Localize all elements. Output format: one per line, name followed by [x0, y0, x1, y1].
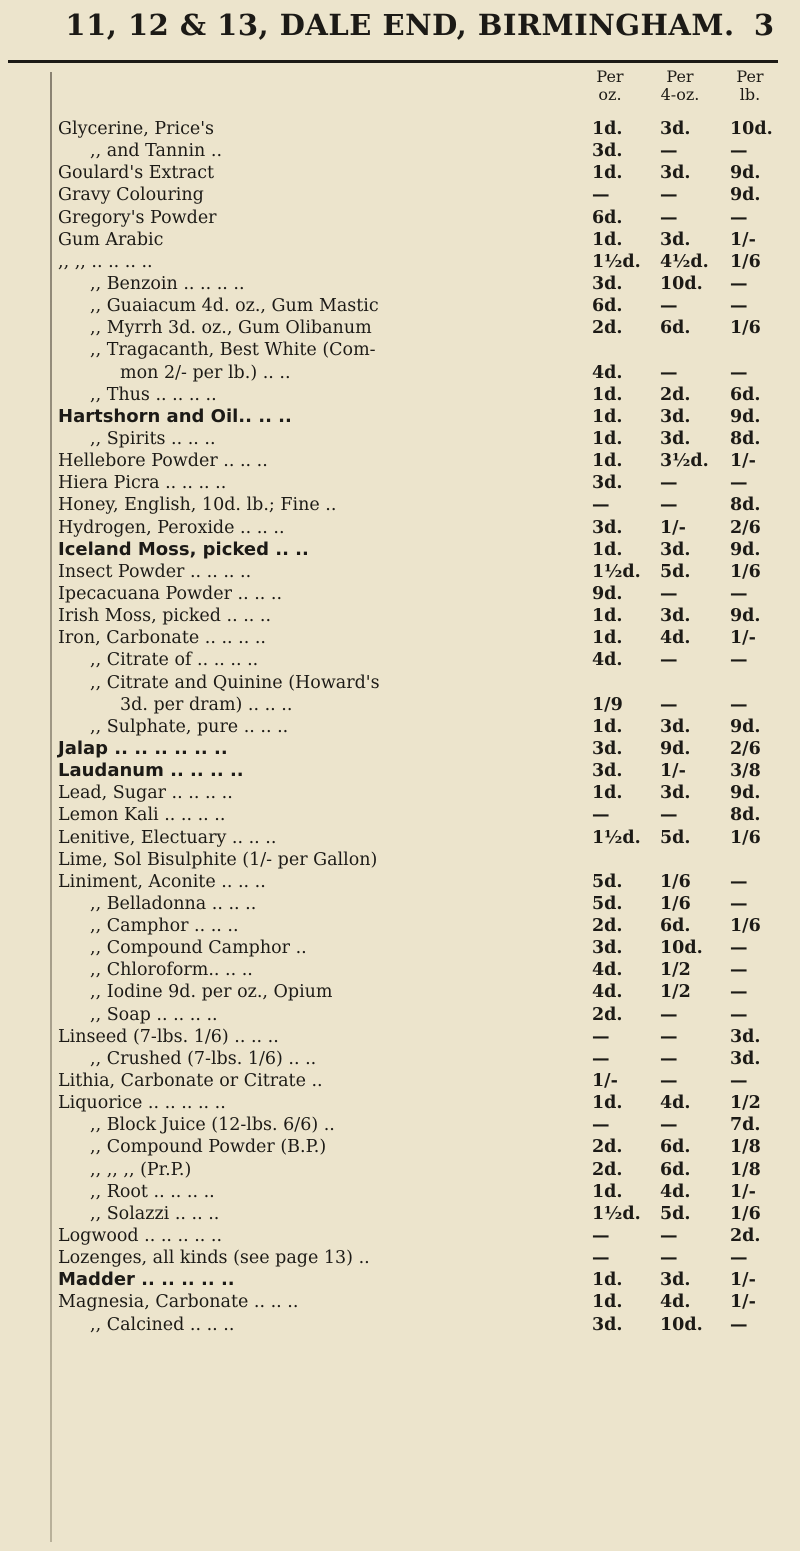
- price-per-lb: 9d.: [730, 406, 761, 427]
- price-per-lb: 1/6: [730, 827, 761, 848]
- price-per-oz: 3d.: [592, 938, 623, 959]
- item-name: ,, Citrate of .. .. .. ..: [90, 650, 259, 671]
- item-name: Iceland Moss, picked .. ..: [58, 538, 309, 560]
- price-per-oz: 3d.: [592, 761, 623, 782]
- item-name: Hellebore Powder .. .. ..: [58, 451, 268, 472]
- price-per-4oz: 4d.: [660, 1093, 691, 1114]
- price-per-4oz: 1/6: [660, 871, 691, 892]
- price-per-lb: —: [730, 207, 748, 228]
- price-per-oz: —: [592, 495, 610, 516]
- list-item: [0, 1247, 800, 1269]
- item-name: ,, Tragacanth, Best White (Com-: [90, 340, 376, 361]
- list-item: [0, 871, 800, 893]
- list-item: [0, 428, 800, 450]
- list-item: [0, 384, 800, 406]
- price-per-lb: 10d.: [730, 119, 773, 139]
- list-item: [0, 273, 800, 295]
- list-item: [0, 1136, 800, 1158]
- price-per-lb: 9d.: [730, 606, 761, 627]
- list-item: [0, 959, 800, 981]
- list-item: [0, 229, 800, 251]
- price-per-lb: 1/2: [730, 1093, 761, 1114]
- item-name: ,, and Tannin ..: [90, 141, 223, 162]
- list-item: [0, 981, 800, 1003]
- list-item: [0, 1291, 800, 1313]
- price-per-lb: —: [730, 938, 748, 959]
- price-per-oz: 2d.: [592, 318, 623, 339]
- price-per-4oz: —: [660, 1071, 678, 1092]
- item-name: Honey, English, 10d. lb.; Fine ..: [58, 495, 337, 516]
- list-item: [0, 627, 800, 649]
- price-per-oz: 1d.: [592, 1270, 623, 1291]
- price-per-oz: 1d.: [592, 1093, 623, 1114]
- price-per-lb: 2/6: [730, 517, 761, 538]
- price-per-oz: 1d.: [592, 539, 623, 560]
- price-per-oz: —: [592, 1026, 610, 1047]
- price-per-4oz: 6d.: [660, 1137, 691, 1158]
- item-name: ,, Spirits .. .. ..: [90, 428, 216, 449]
- price-per-oz: —: [592, 1226, 610, 1247]
- price-per-lb: —: [730, 982, 748, 1003]
- list-item: [0, 1070, 800, 1092]
- price-list: [0, 118, 800, 1336]
- price-per-4oz: 3d.: [660, 428, 691, 449]
- price-per-4oz: 3d.: [660, 406, 691, 427]
- price-per-4oz: —: [660, 1248, 678, 1269]
- price-per-lb: 3/8: [730, 761, 761, 782]
- price-per-oz: 4d.: [592, 650, 623, 671]
- price-per-4oz: —: [660, 1026, 678, 1047]
- price-per-4oz: —: [660, 694, 678, 715]
- list-item: [0, 583, 800, 605]
- list-item: [0, 494, 800, 516]
- price-per-lb: —: [730, 1248, 748, 1269]
- price-per-oz: 1d.: [592, 229, 623, 250]
- item-name: Lenitive, Electuary .. .. ..: [58, 827, 277, 848]
- column-unit: oz.: [598, 85, 622, 104]
- price-per-oz: 1½d.: [592, 827, 641, 848]
- list-item: [0, 184, 800, 206]
- item-name: ,, Crushed (7-lbs. 1/6) .. ..: [90, 1048, 317, 1069]
- price-per-lb: 1/-: [730, 1292, 756, 1313]
- price-per-oz: 1d.: [592, 1292, 623, 1313]
- price-per-lb: 1/-: [730, 628, 756, 649]
- item-name: ,, Citrate and Quinine (Howard's: [90, 672, 380, 693]
- price-per-lb: 1/-: [730, 1181, 756, 1202]
- item-name: ,, Calcined .. .. ..: [90, 1314, 235, 1335]
- item-name: ,, Solazzi .. .. ..: [90, 1203, 220, 1224]
- price-per-lb: 9d.: [730, 539, 761, 560]
- item-name: Ipecacuana Powder .. .. ..: [58, 583, 283, 604]
- price-per-lb: 1/6: [730, 561, 761, 582]
- list-item: [0, 1092, 800, 1114]
- item-name: ,, Soap .. .. .. ..: [90, 1004, 218, 1025]
- item-name: ,, Compound Powder (B.P.): [90, 1137, 327, 1158]
- price-per-4oz: —: [660, 650, 678, 671]
- price-per-oz: 1/-: [592, 1071, 618, 1092]
- item-name: Gum Arabic: [58, 229, 164, 250]
- column-header-lb: [722, 68, 778, 108]
- list-item: [0, 207, 800, 229]
- item-name: Gregory's Powder: [58, 207, 217, 228]
- price-per-oz: —: [592, 1115, 610, 1136]
- price-per-lb: 2/6: [730, 738, 761, 759]
- item-name: ,, Thus .. .. .. ..: [90, 384, 217, 405]
- price-per-lb: —: [730, 1314, 748, 1335]
- price-per-4oz: 1/-: [660, 761, 686, 782]
- list-item: [0, 915, 800, 937]
- column-label: Per: [666, 67, 694, 86]
- item-name: Liquorice .. .. .. .. ..: [58, 1093, 226, 1114]
- price-per-4oz: —: [660, 1004, 678, 1025]
- list-item: [0, 1314, 800, 1336]
- price-per-lb: —: [730, 893, 748, 914]
- price-per-4oz: —: [660, 583, 678, 604]
- list-item: [0, 716, 800, 738]
- price-per-4oz: 3d.: [660, 783, 691, 804]
- price-per-lb: 8d.: [730, 428, 761, 449]
- item-name: Iron, Carbonate .. .. .. ..: [58, 628, 266, 649]
- price-per-4oz: 1/2: [660, 960, 691, 981]
- price-per-lb: 8d.: [730, 805, 761, 826]
- price-per-oz: —: [592, 805, 610, 826]
- price-per-oz: 3d.: [592, 1314, 623, 1335]
- item-name: Magnesia, Carbonate .. .. ..: [58, 1292, 299, 1313]
- page-number: 3: [753, 8, 774, 42]
- price-per-4oz: 9d.: [660, 738, 691, 759]
- item-name: ,, Camphor .. .. ..: [90, 916, 239, 937]
- item-name: Glycerine, Price's: [58, 119, 215, 139]
- price-per-lb: 1/-: [730, 451, 756, 472]
- list-item: [0, 1181, 800, 1203]
- item-name: Hartshorn and Oil.. .. ..: [58, 405, 292, 427]
- price-per-lb: —: [730, 141, 748, 162]
- list-item: [0, 317, 800, 339]
- price-per-4oz: 3d.: [660, 1270, 691, 1291]
- list-item: [0, 782, 800, 804]
- list-item: [0, 140, 800, 162]
- price-per-oz: 1½d.: [592, 561, 641, 582]
- list-item: [0, 339, 800, 361]
- price-per-4oz: —: [660, 1226, 678, 1247]
- list-item: [0, 1269, 800, 1291]
- price-per-4oz: —: [660, 1115, 678, 1136]
- item-name: ,, Sulphate, pure .. .. ..: [90, 716, 289, 737]
- item-name: ,, Block Juice (12-lbs. 6/6) ..: [90, 1115, 335, 1136]
- item-name: Liniment, Aconite .. .. ..: [58, 871, 266, 892]
- list-item: [0, 804, 800, 826]
- price-per-oz: 2d.: [592, 1004, 623, 1025]
- item-name: ,, Guaiacum 4d. oz., Gum Mastic: [90, 296, 379, 317]
- list-item: [0, 1114, 800, 1136]
- price-per-oz: 1d.: [592, 628, 623, 649]
- price-per-oz: —: [592, 1048, 610, 1069]
- price-per-lb: 7d.: [730, 1115, 761, 1136]
- price-per-4oz: 1/2: [660, 982, 691, 1003]
- price-per-oz: 3d.: [592, 273, 623, 294]
- price-per-lb: —: [730, 273, 748, 294]
- price-per-oz: 6d.: [592, 207, 623, 228]
- price-per-oz: 1d.: [592, 716, 623, 737]
- item-name: ,, Root .. .. .. ..: [90, 1181, 215, 1202]
- price-per-4oz: 6d.: [660, 1159, 691, 1180]
- price-per-lb: 8d.: [730, 495, 761, 516]
- price-per-4oz: —: [660, 1048, 678, 1069]
- column-label: Per: [736, 67, 764, 86]
- price-per-4oz: 3d.: [660, 119, 691, 139]
- price-per-4oz: 3d.: [660, 606, 691, 627]
- list-item: [0, 295, 800, 317]
- item-name: ,, Benzoin .. .. .. ..: [90, 273, 245, 294]
- price-per-oz: —: [592, 185, 610, 206]
- column-unit: 4-oz.: [660, 85, 700, 104]
- price-per-lb: —: [730, 650, 748, 671]
- price-per-lb: 1/6: [730, 1203, 761, 1224]
- list-item: [0, 1203, 800, 1225]
- price-per-oz: —: [592, 1248, 610, 1269]
- price-per-lb: 1/-: [730, 229, 756, 250]
- list-item: [0, 1004, 800, 1026]
- list-item: [0, 450, 800, 472]
- price-per-oz: 1½d.: [592, 1203, 641, 1224]
- item-name: Hiera Picra .. .. .. ..: [58, 473, 227, 494]
- price-per-4oz: 6d.: [660, 318, 691, 339]
- price-per-4oz: —: [660, 207, 678, 228]
- price-per-lb: —: [730, 1004, 748, 1025]
- price-per-oz: 1d.: [592, 783, 623, 804]
- price-per-oz: 9d.: [592, 583, 623, 604]
- price-per-lb: —: [730, 473, 748, 494]
- list-item: [0, 561, 800, 583]
- price-per-4oz: 10d.: [660, 938, 703, 959]
- item-name: ,, ,, .. .. .. ..: [58, 251, 153, 272]
- price-per-lb: —: [730, 362, 748, 383]
- list-item: [0, 893, 800, 915]
- price-per-oz: 2d.: [592, 916, 623, 937]
- price-per-4oz: 4d.: [660, 628, 691, 649]
- item-name: Jalap .. .. .. .. .. ..: [58, 737, 228, 759]
- list-item: [0, 472, 800, 494]
- column-label: Per: [596, 67, 624, 86]
- item-name: Madder .. .. .. .. ..: [58, 1269, 235, 1291]
- price-per-oz: 2d.: [592, 1159, 623, 1180]
- price-per-4oz: 10d.: [660, 1314, 703, 1335]
- price-per-oz: 1d.: [592, 163, 623, 184]
- price-per-4oz: 3d.: [660, 163, 691, 184]
- price-per-4oz: 2d.: [660, 384, 691, 405]
- price-per-lb: 2d.: [730, 1226, 761, 1247]
- list-item: [0, 605, 800, 627]
- price-per-oz: 4d.: [592, 982, 623, 1003]
- list-item: [0, 760, 800, 782]
- price-per-oz: 3d.: [592, 517, 623, 538]
- price-per-lb: 3d.: [730, 1048, 761, 1069]
- list-item: [0, 672, 800, 694]
- price-per-lb: 9d.: [730, 783, 761, 804]
- list-item: [0, 517, 800, 539]
- list-item: [0, 1048, 800, 1070]
- page-title: 11, 12 & 13, DALE END, BIRMINGHAM.: [65, 8, 735, 42]
- price-per-4oz: 5d.: [660, 1203, 691, 1224]
- item-name: Goulard's Extract: [58, 163, 215, 184]
- list-item: [0, 251, 800, 273]
- price-per-4oz: 3½d.: [660, 451, 709, 472]
- price-per-4oz: —: [660, 296, 678, 317]
- price-per-4oz: —: [660, 473, 678, 494]
- item-name: Lithia, Carbonate or Citrate ..: [58, 1071, 323, 1092]
- item-name: ,, Myrrh 3d. oz., Gum Olibanum: [90, 318, 372, 339]
- price-per-oz: 5d.: [592, 893, 623, 914]
- price-per-oz: 1d.: [592, 384, 623, 405]
- price-per-lb: 1/6: [730, 318, 761, 339]
- item-name: mon 2/- per lb.) .. ..: [120, 362, 291, 383]
- price-per-4oz: 3d.: [660, 716, 691, 737]
- item-name: ,, Iodine 9d. per oz., Opium: [90, 982, 333, 1003]
- price-per-oz: 1d.: [592, 428, 623, 449]
- price-per-lb: 1/-: [730, 1270, 756, 1291]
- price-per-oz: 3d.: [592, 141, 623, 162]
- price-per-4oz: 6d.: [660, 916, 691, 937]
- price-per-oz: 1/9: [592, 694, 623, 715]
- price-per-4oz: —: [660, 185, 678, 206]
- price-per-lb: —: [730, 296, 748, 317]
- item-name: ,, Compound Camphor ..: [90, 938, 307, 959]
- price-per-lb: 6d.: [730, 384, 761, 405]
- column-header-4oz: [650, 68, 710, 108]
- price-per-oz: 1d.: [592, 451, 623, 472]
- column-header-oz: [582, 68, 638, 108]
- price-per-oz: 2d.: [592, 1137, 623, 1158]
- item-name: Hydrogen, Peroxide .. .. ..: [58, 517, 285, 538]
- price-per-4oz: —: [660, 495, 678, 516]
- list-item: [0, 539, 800, 561]
- item-name: 3d. per dram) .. .. ..: [120, 694, 293, 715]
- price-per-oz: 6d.: [592, 296, 623, 317]
- item-name: Linseed (7-lbs. 1/6) .. .. ..: [58, 1026, 279, 1047]
- price-per-4oz: 1/6: [660, 893, 691, 914]
- list-item: [0, 362, 800, 384]
- price-per-lb: 1/6: [730, 916, 761, 937]
- list-item: [0, 738, 800, 760]
- price-per-4oz: 4d.: [660, 1181, 691, 1202]
- price-per-4oz: 4½d.: [660, 251, 709, 272]
- price-per-4oz: 10d.: [660, 273, 703, 294]
- price-per-oz: 1½d.: [592, 251, 641, 272]
- item-name: Lozenges, all kinds (see page 13) ..: [58, 1248, 370, 1269]
- price-per-oz: 1d.: [592, 119, 623, 139]
- price-per-lb: 9d.: [730, 716, 761, 737]
- price-per-4oz: 3d.: [660, 229, 691, 250]
- list-item: [0, 694, 800, 716]
- item-name: Irish Moss, picked .. .. ..: [58, 606, 272, 627]
- item-name: Lemon Kali .. .. .. ..: [58, 805, 226, 826]
- column-unit: lb.: [739, 85, 761, 104]
- price-per-lb: —: [730, 871, 748, 892]
- list-item: [0, 937, 800, 959]
- list-item: [0, 849, 800, 871]
- item-name: Laudanum .. .. .. ..: [58, 760, 244, 782]
- price-per-oz: 1d.: [592, 606, 623, 627]
- price-per-4oz: 4d.: [660, 1292, 691, 1313]
- list-item: [0, 1159, 800, 1181]
- price-per-4oz: —: [660, 141, 678, 162]
- price-per-oz: 4d.: [592, 362, 623, 383]
- price-per-lb: 1/6: [730, 251, 761, 272]
- price-per-4oz: 5d.: [660, 561, 691, 582]
- price-per-lb: —: [730, 960, 748, 981]
- price-per-oz: 5d.: [592, 871, 623, 892]
- price-per-oz: 4d.: [592, 960, 623, 981]
- price-per-oz: 3d.: [592, 738, 623, 759]
- item-name: Lead, Sugar .. .. .. ..: [58, 783, 233, 804]
- item-name: Logwood .. .. .. .. ..: [58, 1226, 223, 1247]
- price-per-lb: 1/8: [730, 1137, 761, 1158]
- item-name: Gravy Colouring: [58, 185, 204, 206]
- item-name: Insect Powder .. .. .. ..: [58, 561, 252, 582]
- price-per-4oz: —: [660, 362, 678, 383]
- item-name: ,, Chloroform.. .. ..: [90, 960, 253, 981]
- price-per-lb: 3d.: [730, 1026, 761, 1047]
- price-per-4oz: 1/-: [660, 517, 686, 538]
- list-item: [0, 406, 800, 428]
- list-item: [0, 649, 800, 671]
- list-item: [0, 162, 800, 184]
- list-item: [0, 827, 800, 849]
- list-item: [0, 118, 800, 140]
- price-per-oz: 1d.: [592, 406, 623, 427]
- price-per-lb: —: [730, 694, 748, 715]
- price-per-lb: —: [730, 1071, 748, 1092]
- price-per-lb: 9d.: [730, 163, 761, 184]
- price-per-4oz: —: [660, 805, 678, 826]
- price-per-lb: 9d.: [730, 185, 761, 206]
- price-per-lb: 1/8: [730, 1159, 761, 1180]
- item-name: Lime, Sol Bisulphite (1/- per Gallon): [58, 849, 378, 870]
- header-rule: [8, 60, 778, 63]
- price-per-lb: —: [730, 583, 748, 604]
- list-item: [0, 1026, 800, 1048]
- price-per-4oz: 5d.: [660, 827, 691, 848]
- price-per-4oz: 3d.: [660, 539, 691, 560]
- item-name: ,, ,, ,, (Pr.P.): [90, 1159, 192, 1180]
- price-per-oz: 1d.: [592, 1181, 623, 1202]
- price-per-oz: 3d.: [592, 473, 623, 494]
- item-name: ,, Belladonna .. .. ..: [90, 893, 257, 914]
- list-item: [0, 1225, 800, 1247]
